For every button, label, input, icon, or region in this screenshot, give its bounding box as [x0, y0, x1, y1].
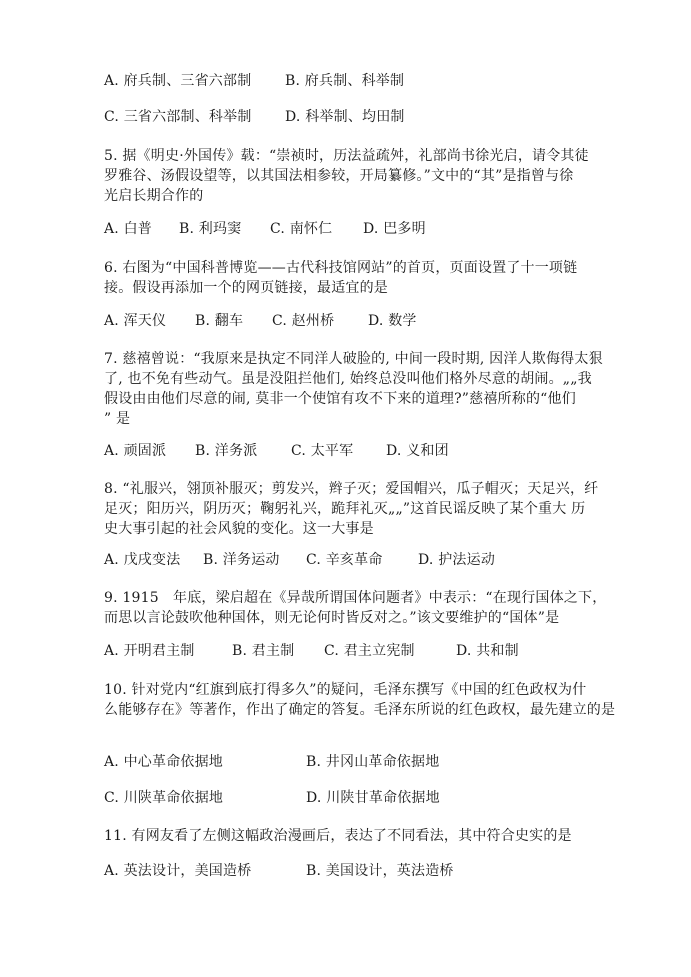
q9-option-c: C. 君主立宪制: [324, 643, 415, 659]
q5-stem-line-2: 罗雅谷、汤假设望等，以其国法相参较，开局纂修。”文中的“其”是指曾与徐: [104, 168, 574, 184]
q4-option-d: D. 科举制、均田制: [285, 109, 405, 125]
q8-option-a: A. 戊戌变法: [104, 552, 181, 568]
q8-option-b: B. 洋务运动: [203, 552, 280, 568]
q9-option-d: D. 共和制: [456, 643, 519, 659]
q7-stem-line-2: 了, 也不免有些动气。虽是没阻拦他们, 始终总没叫他们格外尽意的胡闹。„„我: [104, 371, 592, 387]
q8-stem-line-2: 足灭；阳历兴，阴历灭；鞠躬礼兴，跪拜礼灭„„”这首民谣反映了某个重大 历: [104, 501, 586, 517]
q5-option-c: C. 南怀仁: [270, 221, 333, 237]
q11-option-a: A. 英法设计，美国造桥: [104, 863, 252, 879]
q7-option-a: A. 顽固派: [104, 443, 167, 459]
q7-stem-line-1: 7. 慈禧曾说：“我原来是执定不同洋人破脸的, 中间一段时期, 因洋人欺侮得太狠: [104, 351, 603, 367]
q5-stem-line-3: 光启长期合作的: [104, 188, 204, 204]
q6-stem-line-1: 6. 右图为“中国科普博览——古代科技馆网站”的首页，页面设置了十一项链: [104, 260, 578, 276]
q10-option-b: B. 井冈山革命依据地: [306, 754, 440, 770]
q10-option-c: C. 川陕革命依据地: [104, 790, 224, 806]
q8-stem-line-3: 史大事引起的社会风貌的变化。这一大事是: [104, 521, 374, 537]
q7-option-d: D. 义和团: [386, 443, 449, 459]
q6-stem-line-2: 接。假设再添加一个的网页链接，最适宜的是: [104, 280, 388, 296]
q6-option-c: C. 赵州桥: [272, 313, 335, 329]
q6-option-a: A. 浑天仪: [104, 313, 167, 329]
q9-option-a: A. 开明君主制: [104, 643, 195, 659]
q10-stem-line-1: 10. 针对党内“红旗到底打得多久”的疑问，毛泽东撰写《中国的红色政权为什: [104, 682, 587, 698]
q7-option-c: C. 太平军: [291, 443, 354, 459]
q9-option-b: B. 君主制: [232, 643, 295, 659]
q6-option-d: D. 数学: [368, 313, 417, 329]
q5-option-a: A. 白普: [104, 221, 153, 237]
q4-option-a: A. 府兵制、三省六部制: [104, 73, 252, 89]
q7-option-b: B. 洋务派: [195, 443, 258, 459]
q4-option-c: C. 三省六部制、科举制: [104, 109, 252, 125]
q8-option-c: C. 辛亥革命: [306, 552, 383, 568]
q5-option-b: B. 利玛窦: [179, 221, 242, 237]
q10-option-a: A. 中心革命依据地: [104, 754, 224, 770]
q6-option-b: B. 翻车: [195, 313, 244, 329]
q9-stem-line-1: 9. 1915 年底，梁启超在《异哉所谓国体问题者》中表示：“在现行国体之下，: [104, 590, 607, 606]
q7-stem-line-4: ” 是: [104, 411, 131, 427]
q5-option-d: D. 巴多明: [363, 221, 426, 237]
q11-stem-line-1: 11. 有网友看了左侧这幅政治漫画后，表达了不同看法，其中符合史实的是: [104, 828, 572, 844]
q4-option-b: B. 府兵制、科举制: [285, 73, 405, 89]
q10-option-d: D. 川陕甘革命依据地: [306, 790, 440, 806]
q11-option-b: B. 美国设计，英法造桥: [306, 863, 454, 879]
q7-stem-line-3: 假设由由他们尽意的闹, 莫非一个使馆有攻不下来的道理?”慈禧所称的“他们: [104, 391, 576, 407]
q8-stem-line-1: 8. “礼服兴，翎顶补服灭；剪发兴，辫子灭；爱国帽兴，瓜子帽灭；天足兴，纤: [104, 481, 599, 497]
q5-stem-line-1: 5. 据《明史·外国传》载：“崇祯时，历法益疏舛，礼部尚书徐光启，请令其徒: [104, 148, 589, 164]
q9-stem-line-2: 而思以言论鼓吹他种国体，则无论何时皆反对之。”该文要维护的“国体”是: [104, 610, 560, 626]
q10-stem-line-2: 么能够存在》等著作，作出了确定的答复。毛泽东所说的红色政权，最先建立的是: [104, 702, 616, 718]
q8-option-d: D. 护法运动: [418, 552, 496, 568]
